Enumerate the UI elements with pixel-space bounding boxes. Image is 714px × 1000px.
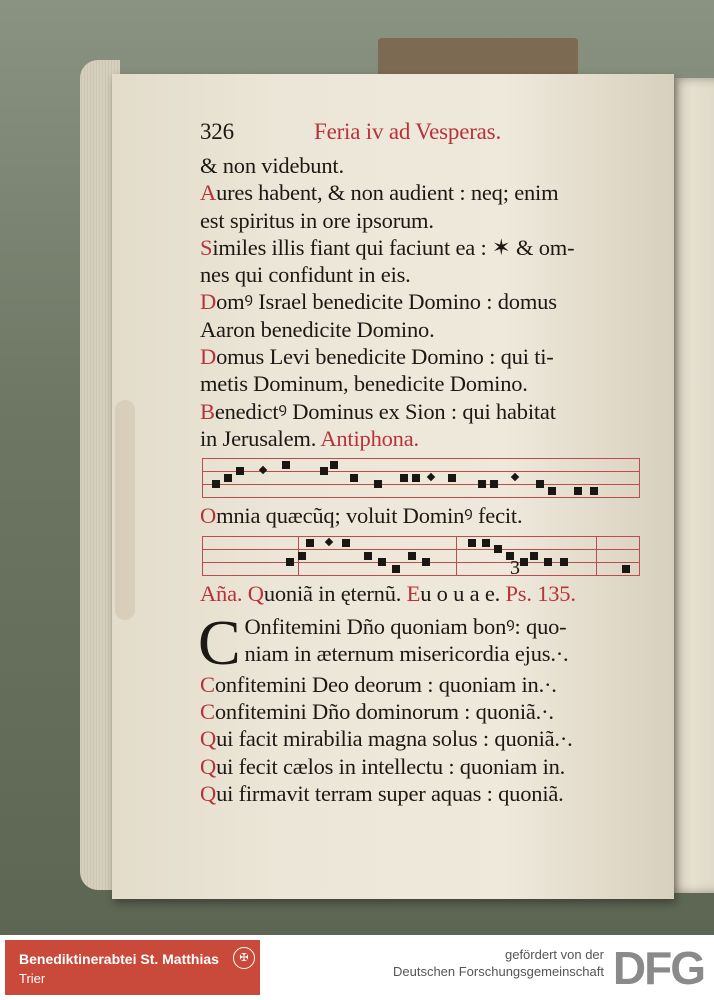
neume	[392, 565, 400, 573]
text-line: Domus Levi benedicite Domino : qui ti-	[200, 344, 554, 370]
psalm-reference: Ps. 135.	[505, 580, 576, 606]
neume	[282, 461, 290, 469]
psalm-line: Qui firmavit terram super aquas : quoniã.	[200, 781, 564, 807]
psalm-line: niam in æternum misericordia ejus.·.	[244, 641, 569, 667]
neume	[350, 474, 358, 482]
neume	[330, 461, 338, 469]
neume	[560, 558, 568, 566]
neume	[224, 474, 232, 482]
neume	[530, 552, 538, 560]
page-stain	[115, 400, 135, 620]
running-title: Feria iv ad Vesperas.	[314, 119, 501, 144]
neume	[448, 474, 456, 482]
text-line: Aures habent, & non audient : neq; enim	[200, 180, 559, 206]
neume	[378, 558, 386, 566]
neume	[412, 474, 420, 482]
neume	[490, 480, 498, 488]
neume	[212, 480, 220, 488]
dfg-logo[interactable]: DFG	[612, 942, 704, 994]
text-line: Domꝰ Israel benedicite Domino : domus	[200, 289, 557, 315]
neume	[590, 487, 598, 495]
psalm-line: Qui facit mirabilia magna solus : quoniã.·.	[200, 726, 573, 752]
chant-text-line-2: Aña. Quoniã in ęternũ. Eu o u a e. Ps. 135.	[200, 580, 576, 606]
neume	[622, 565, 630, 573]
neume	[342, 539, 350, 547]
neume	[422, 558, 430, 566]
neume	[236, 467, 244, 475]
psalm-line: Qui fecit cælos in intellectu : quoniam in.	[200, 753, 566, 779]
text-line: metis Dominum, benedicite Domino.	[200, 371, 528, 397]
text-line: est spiritus in ore ipsorum.	[200, 207, 434, 233]
neume	[520, 558, 528, 566]
funding-note: gefördert von der Deutschen Forschungsgemeinschaft	[392, 947, 604, 979]
text-line: & non videbunt.	[200, 153, 344, 178]
neume	[374, 480, 382, 488]
text-line: nes qui confidunt in eis.	[200, 262, 411, 288]
chant-mark: 3	[510, 556, 520, 579]
text-line: Similes illis fiant qui faciunt ea : ✶ & om-	[200, 234, 575, 260]
neume	[536, 480, 544, 488]
neume	[408, 552, 416, 560]
neume	[306, 539, 314, 547]
neume	[400, 474, 408, 482]
psalm-line: Confitemini Deo deorum : quoniam in.·.	[200, 671, 557, 697]
library-logo-icon: ✠	[233, 947, 255, 969]
neume	[544, 558, 552, 566]
antiphona-rubric: Antiphona.	[320, 425, 419, 451]
drop-cap: C	[198, 606, 241, 678]
neume	[320, 467, 328, 475]
facing-page	[668, 78, 714, 893]
neume	[298, 552, 306, 560]
page-number: 326	[200, 119, 234, 144]
neume	[364, 552, 372, 560]
text-line: Benedictꝰ Dominus ex Sion : qui habitat	[200, 398, 556, 424]
psalm-line: Confitemini Dño dominorum : quoniã.·.	[200, 699, 554, 725]
library-banner[interactable]	[5, 940, 260, 995]
ana-rubric: Aña.	[200, 580, 243, 606]
library-name: Benediktinerabtei St. Matthias	[19, 951, 219, 967]
page-header	[200, 118, 650, 152]
psalm-line: Onfitemini Dño quoniam bonꝰ: quo-	[244, 613, 567, 639]
neume	[286, 558, 294, 566]
neume	[494, 545, 502, 553]
page-text	[200, 118, 650, 807]
neume	[468, 539, 476, 547]
neume	[548, 487, 556, 495]
neume	[325, 537, 333, 545]
viewer-footer	[0, 935, 714, 1000]
library-city: Trier	[19, 971, 46, 986]
neume	[482, 539, 490, 547]
neume	[511, 473, 519, 481]
neume	[427, 473, 435, 481]
neume	[574, 487, 582, 495]
chant-staff-1	[202, 458, 640, 498]
text-line: Aaron benedicite Domino.	[200, 316, 435, 342]
chant-text-line-1: Omnia quæcũq; voluit Dominꝰ fecit.	[200, 503, 523, 529]
text-line: in Jerusalem. Antiphona.	[200, 425, 419, 451]
neume	[478, 480, 486, 488]
neume	[259, 466, 267, 474]
psalm-block	[198, 606, 650, 807]
chant-staff-2	[202, 536, 640, 579]
